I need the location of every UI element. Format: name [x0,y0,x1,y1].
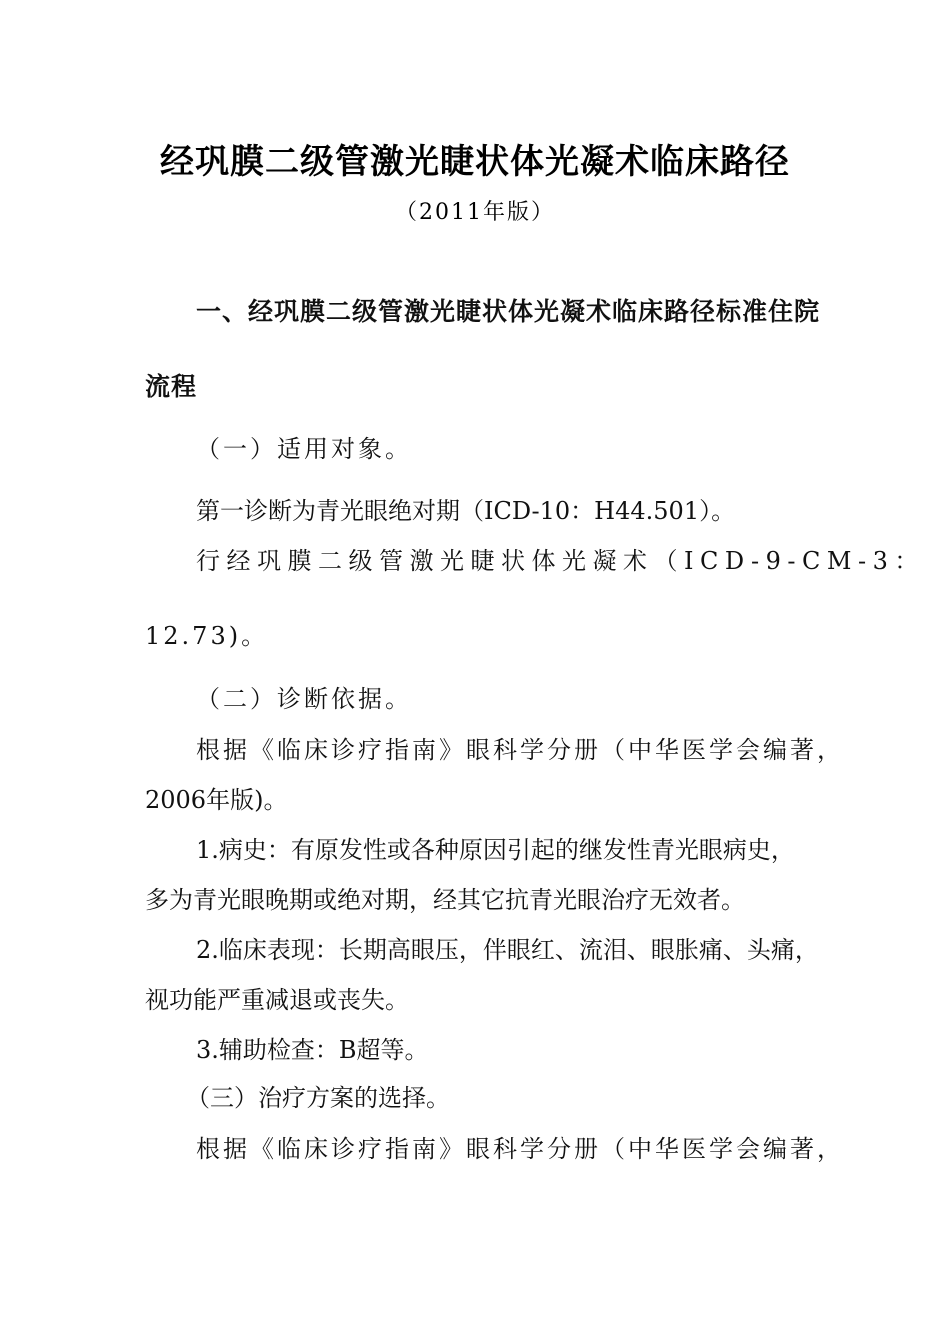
list-item-auxiliary-examination: 3.辅助检查：B超等。 [196,1036,429,1064]
subsection-heading-diagnostic-basis: （二）诊断依据。 [196,685,412,713]
paragraph-guideline-reference-continued: 2006年版)。 [145,786,288,814]
list-item-medical-history: 1.病史：有原发性或各种原因引起的继发性青光眼病史， [196,836,795,864]
section-heading-continued: 流程 [145,372,198,401]
subsection-heading-treatment-plan: （三）治疗方案的选择。 [186,1084,450,1112]
document-edition: （2011年版） [395,200,555,225]
list-item-clinical-manifestations-continued: 视功能严重减退或丧失。 [145,986,409,1014]
paragraph-procedure-continued: 12.73)。 [145,622,269,650]
paragraph-guideline-reference: 根据《临床诊疗指南》眼科学分册（中华医学会编著， [196,736,844,764]
paragraph-procedure: 行经巩膜二级管激光睫状体光凝术（ICD-9-CM-3： [196,547,925,575]
section-heading: 一、经巩膜二级管激光睫状体光凝术临床路径标准住院 [196,297,821,326]
paragraph-treatment-guideline-reference: 根据《临床诊疗指南》眼科学分册（中华医学会编著， [196,1135,844,1163]
list-item-medical-history-continued: 多为青光眼晚期或绝对期，经其它抗青光眼治疗无效者。 [145,886,745,914]
paragraph-first-diagnosis: 第一诊断为青光眼绝对期（ICD-10：H44.501）。 [196,497,736,525]
list-item-clinical-manifestations: 2.临床表现：长期高眼压，伴眼红、流泪、眼胀痛、头痛， [196,936,819,964]
document-title: 经巩膜二级管激光睫状体光凝术临床路径 [160,142,790,182]
subsection-heading-applicable-subjects: （一）适用对象。 [196,435,412,463]
